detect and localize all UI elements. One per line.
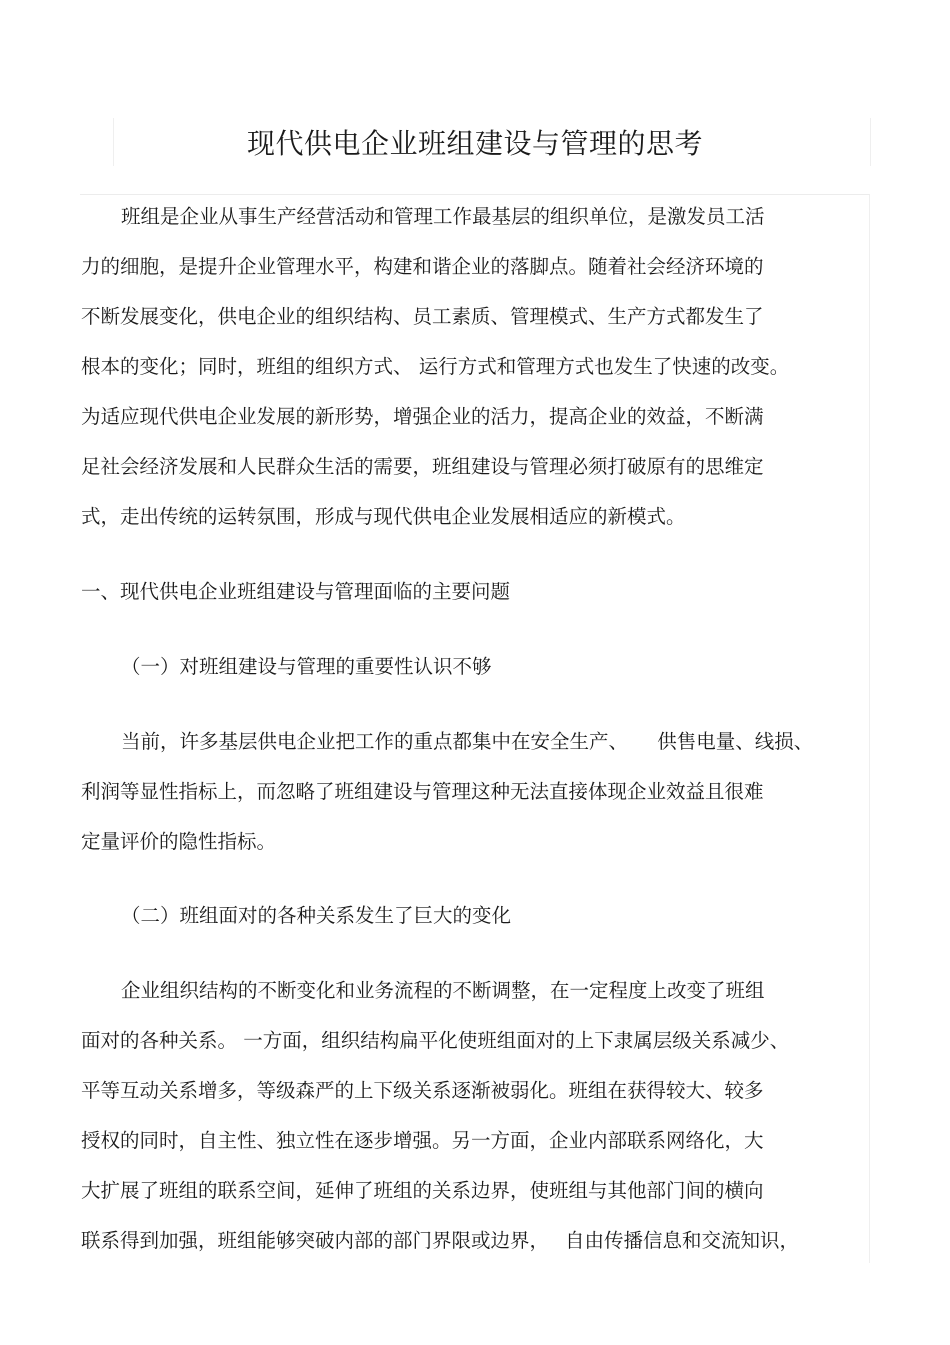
paragraph-2-line-2: 利润等显性指标上，而忽略了班组建设与管理这种无法直接体现企业效益且很难 xyxy=(81,780,764,803)
paragraph-1-line-6: 足社会经济发展和人民群众生活的需要，班组建设与管理必须打破原有的思维定 xyxy=(81,455,764,478)
paragraph-1-line-4: 根本的变化；同时，班组的组织方式、 运行方式和管理方式也发生了快速的改变。 xyxy=(81,355,790,378)
section-1-heading: 一、现代供电企业班组建设与管理面临的主要问题 xyxy=(81,580,511,603)
paragraph-1-line-1: 班组是企业从事生产经营活动和管理工作最基层的组织单位，是激发员工活 xyxy=(121,205,765,228)
paragraph-1-line-2: 力的细胞，是提升企业管理水平，构建和谐企业的落脚点。随着社会经济环境的 xyxy=(81,255,764,278)
paragraph-1-line-3: 不断发展变化，供电企业的组织结构、员工素质、管理模式、生产方式都发生了 xyxy=(81,305,764,328)
document-title: 现代供电企业班组建设与管理的思考 xyxy=(246,127,703,160)
subsection-2-heading: （二）班组面对的各种关系发生了巨大的变化 xyxy=(121,904,512,927)
paragraph-3-line-2: 面对的各种关系。 一方面，组织结构扁平化使班组面对的上下隶属层级关系减少、 xyxy=(81,1029,790,1052)
paragraph-3-line-1: 企业组织结构的不断变化和业务流程的不断调整，在一定程度上改变了班组 xyxy=(121,979,765,1002)
paragraph-3-line-4: 授权的同时，自主性、独立性在逐步增强。另一方面，企业内部联系网络化，大 xyxy=(81,1129,764,1152)
paragraph-1-line-5: 为适应现代供电企业发展的新形势，增强企业的活力，提高企业的效益，不断满 xyxy=(81,405,764,428)
paragraph-2-line-1: 当前，许多基层供电企业把工作的重点都集中在安全生产、 供售电量、线损、 xyxy=(121,730,814,753)
paragraph-3-line-6: 联系得到加强，班组能够突破内部的部门界限或边界， 自由传播信息和交流知识， xyxy=(81,1229,799,1252)
paragraph-3-line-3: 平等互动关系增多，等级森严的上下级关系逐渐被弱化。班组在获得较大、较多 xyxy=(81,1079,764,1102)
subsection-1-heading: （一）对班组建设与管理的重要性认识不够 xyxy=(121,655,492,678)
paragraph-1-line-7: 式，走出传统的运转氛围，形成与现代供电企业发展相适应的新模式。 xyxy=(81,505,686,528)
paragraph-3-line-5: 大扩展了班组的联系空间，延伸了班组的关系边界，使班组与其他部门间的横向 xyxy=(81,1179,764,1202)
paragraph-2-line-3: 定量评价的隐性指标。 xyxy=(81,830,277,853)
